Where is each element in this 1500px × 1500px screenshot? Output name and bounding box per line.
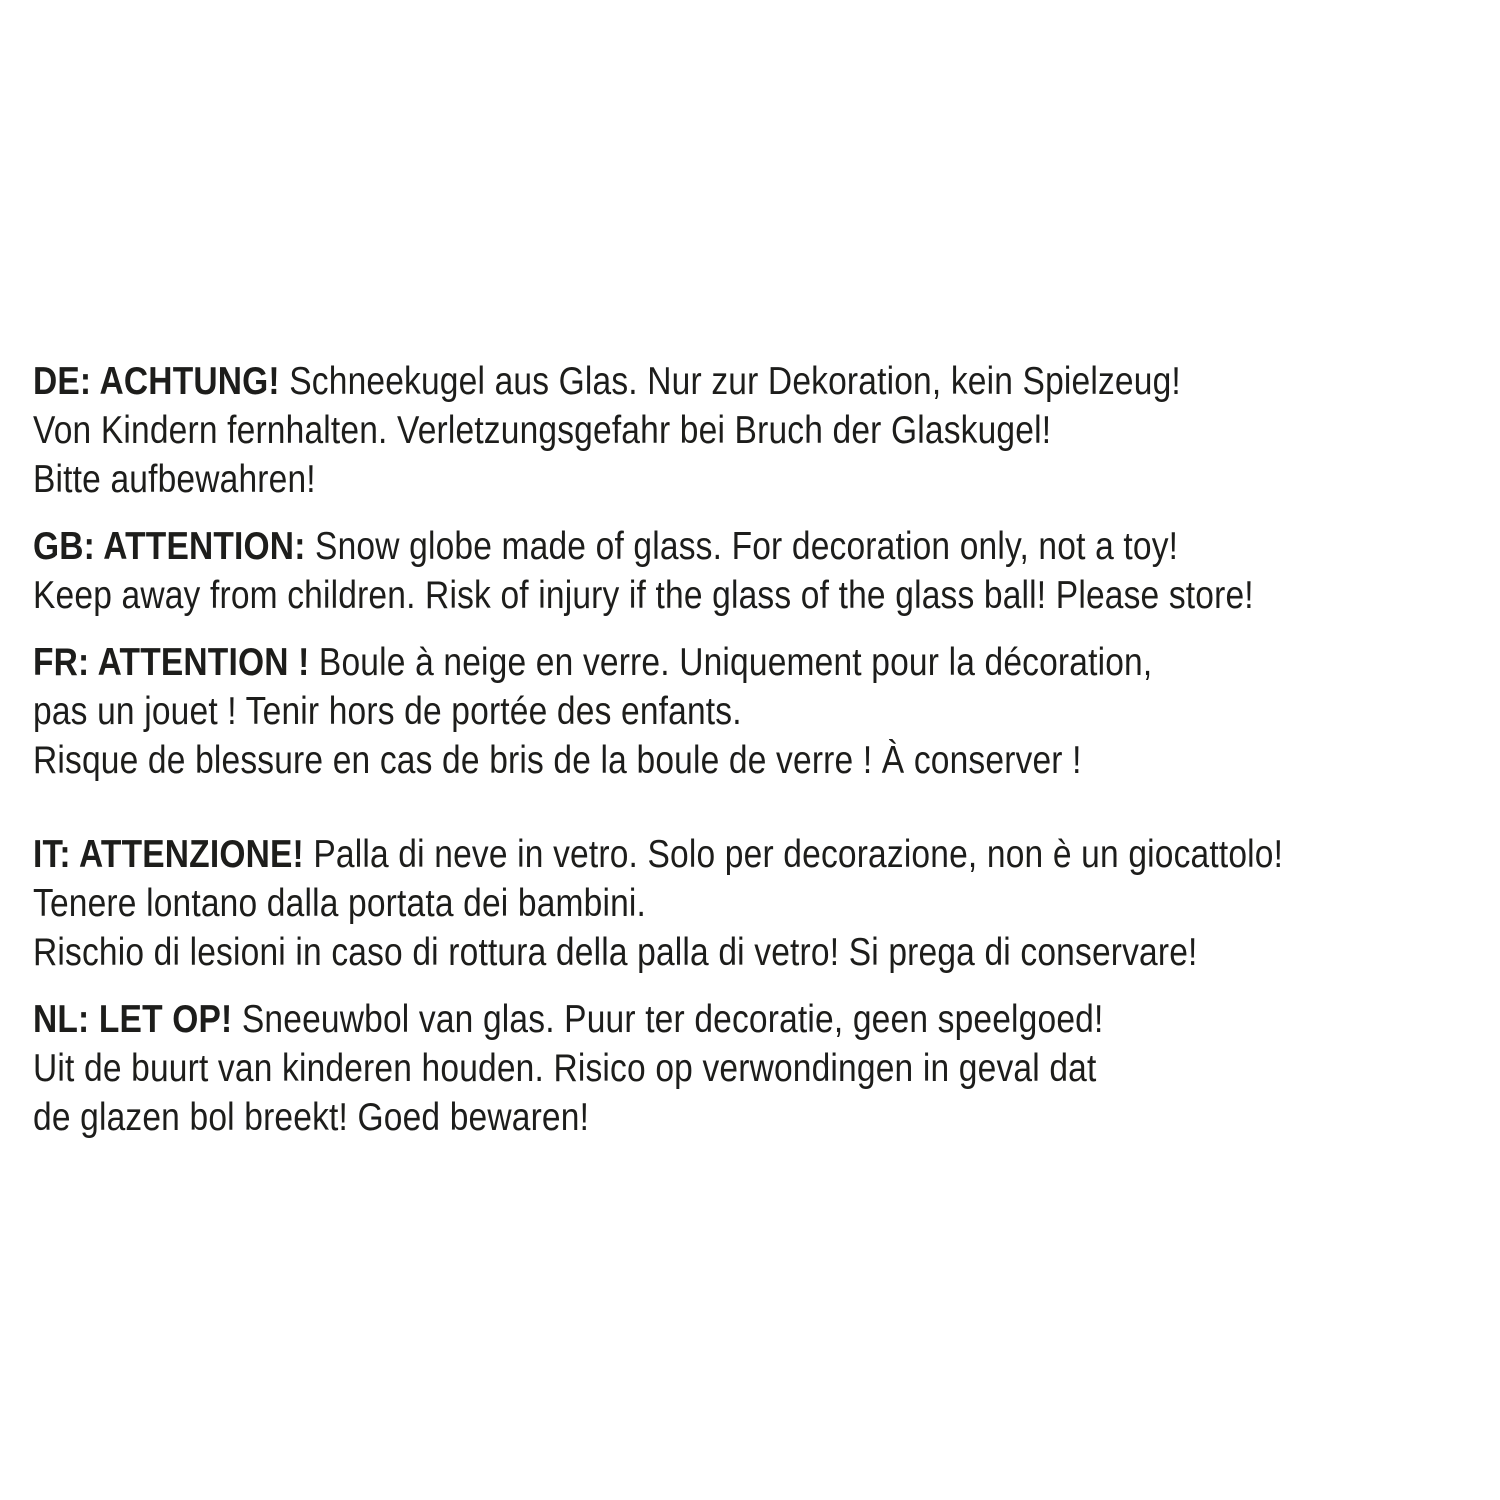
warning-paragraph-de — [33, 357, 1500, 504]
warning-label-sheet — [33, 357, 1500, 1160]
warning-text: Sneeuwbol van glas. Puur ter decoratie, geen speelgoed! — [241, 998, 1104, 1041]
warning-text: Snow globe made of glass. For decoration only, not a toy! — [315, 525, 1179, 568]
warning-text: Uit de buurt van kinderen houden. Risico op verwondingen in geval dat — [33, 1047, 1097, 1090]
warning-text: Risque de blessure en cas de bris de la boule de verre ! À conserver ! — [33, 739, 1082, 782]
lang-label-gb: GB: ATTENTION: — [33, 525, 306, 568]
lang-label-fr: FR: ATTENTION ! — [33, 641, 310, 684]
warning-text: Tenere lontano dalla portata dei bambini. — [33, 882, 647, 925]
warning-text: Palla di neve in vetro. Solo per decorazione, non è un giocattolo! — [313, 833, 1284, 876]
warning-text: Boule à neige en verre. Uniquement pour la décoration, — [318, 641, 1153, 684]
warning-line — [33, 995, 1500, 1044]
warning-paragraph-gb — [33, 522, 1500, 620]
warning-line — [33, 357, 1500, 406]
lang-label-it: IT: ATTENZIONE! — [33, 833, 304, 876]
warning-line — [33, 522, 1500, 571]
warning-text: Rischio di lesioni in caso di rottura della palla di vetro! Si prega di conservare! — [33, 931, 1198, 974]
warning-text: Von Kindern fernhalten. Verletzungsgefahr bei Bruch der Glaskugel! — [33, 409, 1052, 452]
warning-line — [33, 638, 1500, 687]
lang-label-nl: NL: LET OP! — [33, 998, 233, 1041]
warning-text: de glazen bol breekt! Goed bewaren! — [33, 1096, 590, 1139]
warning-text: Bitte aufbewahren! — [33, 458, 316, 501]
warning-line — [33, 830, 1500, 879]
lang-label-de: DE: ACHTUNG! — [33, 360, 280, 403]
warning-paragraph-nl — [33, 995, 1500, 1142]
warning-paragraph-it — [33, 830, 1500, 977]
warning-text: Schneekugel aus Glas. Nur zur Dekoration, kein Spielzeug! — [289, 360, 1181, 403]
warning-text: pas un jouet ! Tenir hors de portée des enfants. — [33, 690, 742, 733]
warning-paragraph-fr — [33, 638, 1500, 785]
warning-text: Keep away from children. Risk of injury if the glass of the glass ball! Please store! — [33, 574, 1254, 617]
